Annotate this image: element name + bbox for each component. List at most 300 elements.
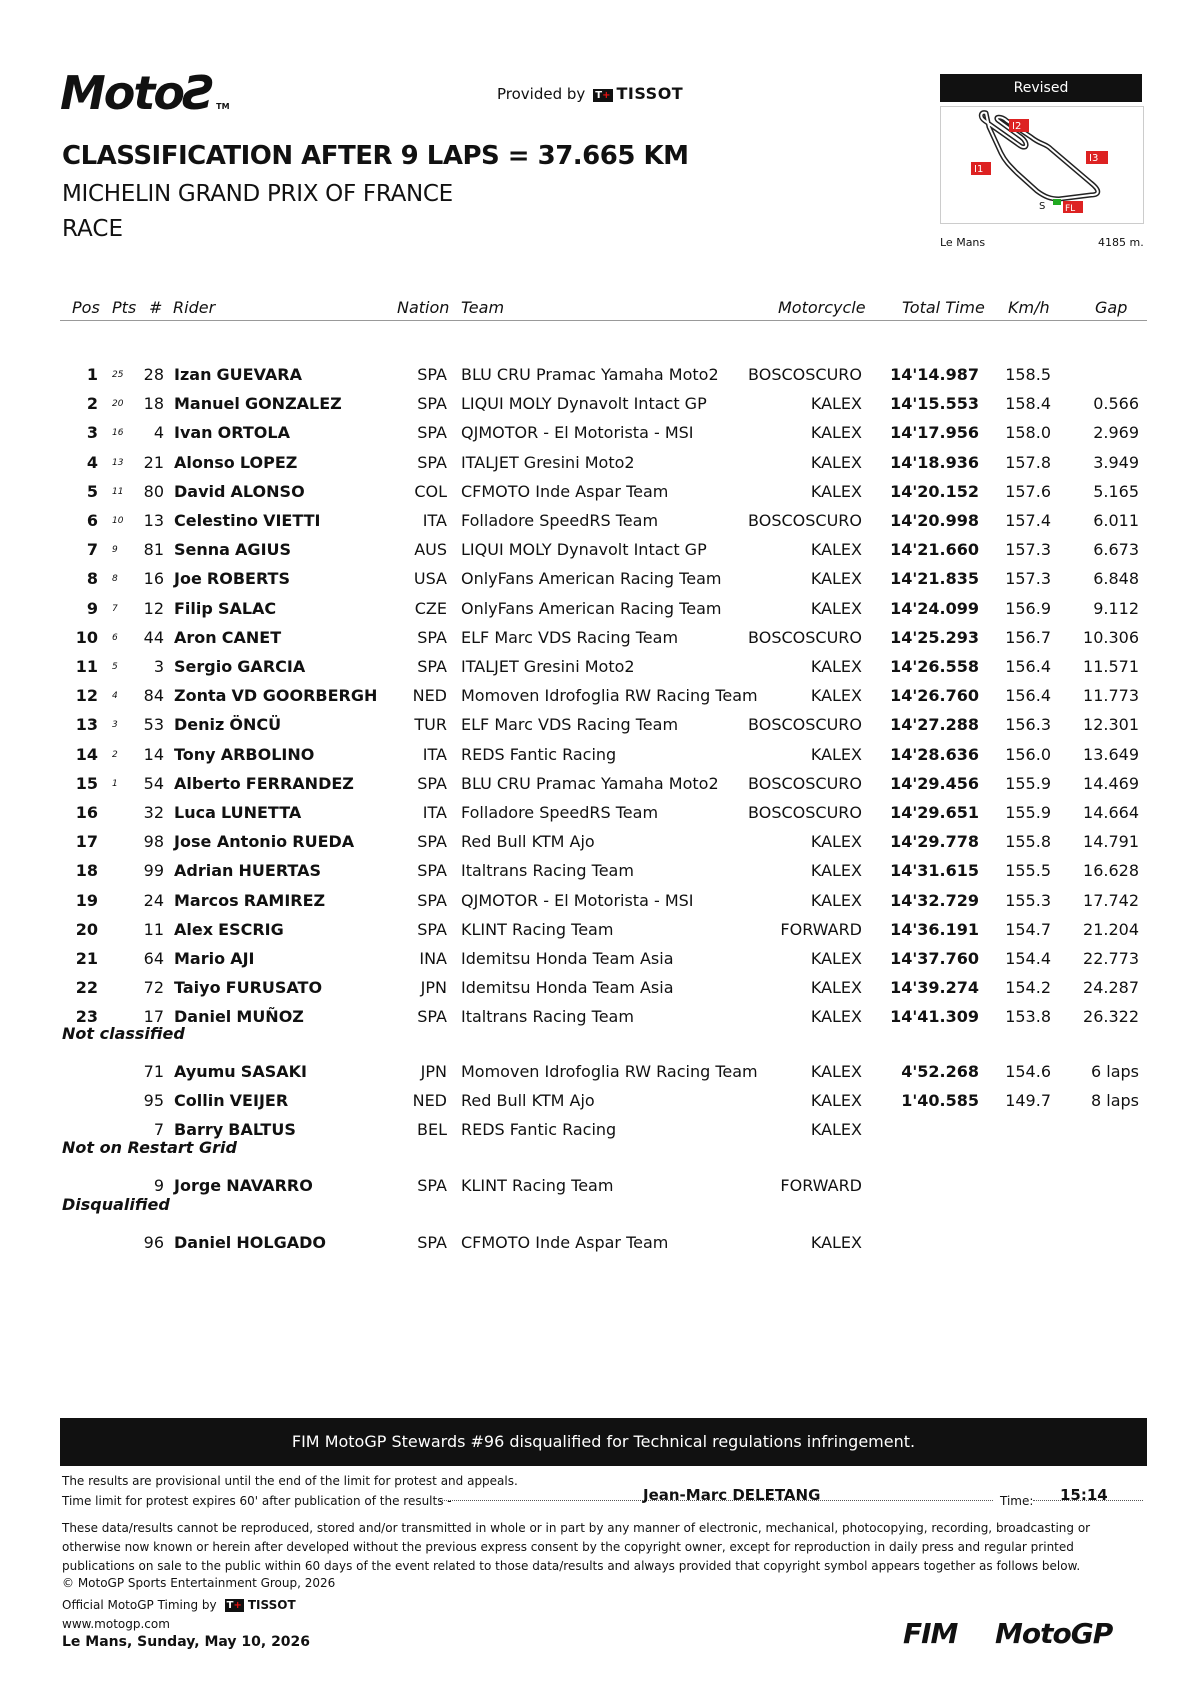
rider-first-name: Collin [174, 1091, 225, 1110]
svg-text:I3: I3 [1089, 153, 1099, 164]
pts-cell: 16 [112, 428, 124, 439]
team-cell: ELF Marc VDS Racing Team [461, 715, 679, 735]
team-cell: Italtrans Racing Team [461, 861, 634, 881]
table-row [0, 540, 1199, 569]
total-time-cell: 14'31.615 [890, 861, 979, 881]
tissot-logo-icon: T+ [226, 1600, 242, 1611]
pts-cell: 9 [112, 545, 118, 556]
number-cell: 17 [143, 1007, 164, 1027]
team-cell: BLU CRU Pramac Yamaha Moto2 [461, 773, 719, 793]
pts-cell: 7 [112, 603, 118, 614]
number-cell: 18 [143, 394, 164, 414]
rider-first-name: Marcos [174, 890, 239, 910]
footer-date: Le Mans, Sunday, May 10, 2026 [62, 1634, 311, 1650]
gap-cell: 6.011 [1093, 511, 1139, 530]
total-time-cell: 14'18.936 [890, 452, 979, 472]
gap-cell: 22.773 [1083, 949, 1139, 968]
svg-text:I2: I2 [1012, 121, 1022, 132]
number-cell: 12 [143, 598, 164, 618]
svg-text:FL: FL [1065, 204, 1076, 214]
rider-cell [174, 949, 254, 968]
table-row [0, 1062, 1199, 1091]
rider-last-name: ESCRIG [218, 919, 284, 939]
gap-cell: 13.649 [1083, 744, 1139, 764]
provisional-text: The results are provisional until the end of the limit for protest and appeals. [62, 1474, 518, 1488]
rider-last-name: FERRANDEZ [245, 773, 354, 793]
table-row [0, 628, 1199, 657]
pos-cell: 17 [75, 832, 98, 852]
pts-cell: 6 [112, 632, 118, 643]
total-time-cell: 14'26.558 [890, 657, 979, 676]
motorcycle-cell: FORWARD [780, 919, 862, 939]
total-time-cell: 1'40.585 [901, 1091, 979, 1110]
rider-cell [174, 1176, 313, 1195]
number-cell: 7 [153, 1120, 164, 1139]
nation-cell: NED [412, 686, 447, 706]
motorcycle-cell: BOSCOSCURO [748, 773, 862, 793]
total-time-cell: 14'21.660 [890, 540, 979, 560]
rider-cell [174, 832, 354, 851]
track-map [940, 106, 1144, 224]
header-divider [60, 320, 1147, 321]
rider-first-name: Izan [174, 365, 212, 384]
motogp-logo: MotoGP [995, 1617, 1113, 1650]
copyright-text: © MotoGP Sports Entertainment Group, 2026 [62, 1576, 336, 1590]
motorcycle-cell: FORWARD [780, 1176, 862, 1195]
table-row [0, 394, 1199, 423]
rider-cell [174, 715, 281, 734]
total-time-cell: 14'41.309 [890, 1007, 979, 1027]
kmh-cell: 153.8 [1005, 1007, 1051, 1027]
time-label: Time: [1000, 1494, 1034, 1508]
motorcycle-cell: KALEX [810, 890, 862, 910]
nation-cell: NED [412, 1091, 447, 1110]
rider-first-name: Tony [174, 744, 216, 764]
rider-cell [174, 1062, 307, 1081]
kmh-cell: 154.7 [1005, 919, 1051, 939]
pos-cell: 11 [75, 657, 98, 676]
col-team: Team [461, 298, 505, 317]
kmh-cell: 155.5 [1005, 861, 1051, 881]
total-time-cell: 14'36.191 [890, 919, 979, 939]
steward-name: Jean-Marc DELETANG [643, 1486, 821, 1504]
time-value: 15:14 [1060, 1486, 1108, 1504]
total-time-cell: 14'25.293 [890, 627, 979, 647]
total-time-cell: 14'32.729 [890, 890, 979, 910]
table-row [0, 686, 1199, 715]
track-location: Le Mans [940, 236, 986, 249]
rider-first-name: Barry [174, 1120, 224, 1139]
motorcycle-cell: BOSCOSCURO [748, 365, 862, 384]
pos-cell: 13 [75, 715, 98, 735]
table-row [0, 949, 1199, 978]
nation-cell: ITA [422, 511, 447, 530]
svg-text:S: S [1039, 201, 1046, 212]
track-length: 4185 m. [1098, 236, 1144, 249]
pos-cell: 21 [75, 949, 98, 968]
team-cell: OnlyFans American Racing Team [461, 569, 722, 589]
nation-cell: JPN [420, 1062, 447, 1081]
rider-cell [174, 482, 305, 501]
col-total-time: Total Time [902, 298, 985, 317]
table-row [0, 599, 1199, 628]
team-cell: Idemitsu Honda Team Asia [461, 978, 674, 998]
stewards-note: FIM MotoGP Stewards #96 disqualified for Technical regulations infringement. [60, 1418, 1147, 1466]
section-not-classified: Not classified [62, 1024, 185, 1043]
total-time-cell: 14'26.760 [890, 686, 979, 706]
number-cell: 72 [143, 978, 164, 998]
nation-cell: COL [414, 481, 447, 501]
team-cell: REDS Fantic Racing [461, 744, 617, 764]
pos-cell: 22 [75, 978, 98, 998]
nation-cell: USA [413, 569, 447, 589]
kmh-cell: 157.3 [1005, 569, 1051, 589]
total-time-cell: 14'14.987 [890, 365, 979, 384]
fim-logo: FIM [903, 1617, 958, 1650]
official-timing: Official MotoGP Timing by T+ TISSOT [62, 1598, 296, 1612]
total-time-cell: 14'15.553 [890, 394, 979, 414]
kmh-cell: 157.3 [1005, 540, 1051, 560]
number-cell: 54 [143, 773, 164, 793]
motorcycle-cell: KALEX [810, 1007, 862, 1027]
kmh-cell: 155.3 [1005, 890, 1051, 910]
gap-cell: 6 laps [1090, 1062, 1139, 1081]
pts-cell: 8 [112, 574, 118, 585]
rider-cell [174, 861, 321, 880]
kmh-cell: 155.9 [1005, 803, 1051, 822]
nation-cell: SPA [417, 919, 447, 939]
team-cell: Red Bull KTM Ajo [461, 832, 595, 852]
pos-cell: 12 [75, 686, 98, 706]
table-row [0, 861, 1199, 890]
pos-cell: 9 [86, 598, 98, 618]
pos-cell: 23 [75, 1007, 98, 1027]
rider-last-name: ALONSO [230, 481, 305, 501]
pos-cell: 4 [86, 452, 98, 472]
total-time-cell: 14'29.456 [890, 773, 979, 793]
col-nation: Nation [397, 298, 450, 317]
table-row [0, 774, 1199, 803]
nation-cell: SPA [417, 773, 447, 793]
rider-last-name: AJI [230, 949, 255, 968]
number-cell: 21 [143, 452, 164, 472]
svg-text:I1: I1 [974, 164, 984, 175]
tissot-logo-icon: T+ [595, 90, 611, 101]
kmh-cell: 158.4 [1005, 394, 1051, 414]
rider-cell [174, 628, 281, 647]
col-pos: Pos [72, 298, 100, 317]
table-row [0, 1176, 1199, 1205]
kmh-cell: 156.4 [1005, 657, 1051, 676]
revised-badge: Revised [940, 74, 1142, 102]
total-time-cell: 14'27.288 [890, 715, 979, 735]
nation-cell: SPA [417, 627, 447, 647]
nation-cell: AUS [414, 540, 447, 560]
col-pts: Pts [112, 298, 137, 317]
table-row [0, 453, 1199, 482]
total-time-cell: 14'28.636 [890, 744, 979, 764]
rider-last-name: VEIJER [229, 1091, 289, 1110]
total-time-cell: 4'52.268 [901, 1062, 979, 1081]
gap-cell: 0.566 [1093, 394, 1139, 414]
table-row [0, 978, 1199, 1007]
number-cell: 14 [143, 744, 164, 764]
gap-cell: 21.204 [1083, 919, 1139, 939]
team-cell: LIQUI MOLY Dynavolt Intact GP [461, 540, 707, 560]
motorcycle-cell: BOSCOSCURO [748, 627, 862, 647]
pos-cell: 3 [86, 423, 98, 443]
team-cell: REDS Fantic Racing [461, 1120, 617, 1139]
total-time-cell: 14'24.099 [890, 598, 979, 618]
pts-cell: 4 [112, 691, 118, 702]
team-cell: Red Bull KTM Ajo [461, 1091, 595, 1110]
motorcycle-cell: KALEX [810, 861, 862, 881]
number-cell: 96 [143, 1233, 164, 1252]
nation-cell: INA [419, 949, 447, 968]
nation-cell: SPA [417, 890, 447, 910]
table-row [0, 511, 1199, 540]
col-motorcycle: Motorcycle [778, 298, 866, 317]
rider-last-name: VIETTI [263, 511, 321, 530]
rider-first-name: Taiyo [174, 978, 221, 998]
kmh-cell: 157.8 [1005, 452, 1051, 472]
gap-cell: 14.791 [1083, 832, 1139, 852]
pts-cell: 11 [112, 486, 124, 497]
rider-last-name: GONZALEZ [244, 394, 342, 414]
table-row [0, 365, 1199, 394]
number-cell: 9 [153, 1176, 164, 1195]
rider-cell [174, 394, 342, 413]
number-cell: 84 [143, 686, 164, 706]
number-cell: 71 [143, 1062, 164, 1081]
pts-cell: 25 [112, 370, 124, 380]
kmh-cell: 157.6 [1005, 481, 1051, 501]
kmh-cell: 154.6 [1005, 1062, 1051, 1081]
rider-cell [174, 657, 305, 676]
rider-last-name: GUEVARA [216, 365, 302, 384]
rider-first-name: Manuel [174, 394, 240, 414]
table-row [0, 423, 1199, 452]
gap-cell: 6.848 [1093, 569, 1139, 589]
team-cell: Momoven Idrofoglia RW Racing Team [461, 1062, 758, 1081]
kmh-cell: 156.7 [1005, 627, 1051, 647]
number-cell: 28 [143, 365, 164, 384]
page-title: CLASSIFICATION AFTER 9 LAPS = 37.665 KM [62, 141, 689, 171]
total-time-cell: 14'39.274 [890, 978, 979, 998]
number-cell: 53 [143, 715, 164, 735]
motorcycle-cell: KALEX [810, 1062, 862, 1081]
number-cell: 44 [143, 627, 164, 647]
rider-last-name: SALAC [217, 598, 277, 618]
rider-last-name: RUEDA [292, 832, 355, 852]
rider-cell [174, 423, 290, 442]
gap-cell: 11.571 [1083, 657, 1139, 676]
number-cell: 4 [153, 423, 164, 443]
rider-last-name: GARCIA [237, 657, 306, 676]
number-cell: 99 [143, 861, 164, 881]
table-row [0, 832, 1199, 861]
kmh-cell: 154.2 [1005, 978, 1051, 998]
rider-last-name: ÖNCÜ [229, 715, 282, 735]
rider-last-name: HOLGADO [236, 1233, 326, 1252]
rider-cell [174, 978, 322, 997]
col-gap: Gap [1095, 298, 1128, 317]
total-time-cell: 14'29.778 [890, 832, 979, 852]
gap-cell: 5.165 [1093, 481, 1139, 501]
rider-first-name: Sergio [174, 657, 233, 676]
website-link[interactable]: www.motogp.com [62, 1617, 170, 1631]
rider-last-name: CANET [221, 627, 282, 647]
motorcycle-cell: KALEX [810, 481, 862, 501]
motorcycle-cell: KALEX [810, 1120, 862, 1139]
table-row [0, 1091, 1199, 1120]
team-cell: CFMOTO Inde Aspar Team [461, 1233, 669, 1252]
rider-first-name: Luca [174, 803, 216, 822]
motorcycle-cell: KALEX [810, 1233, 862, 1252]
team-cell: Folladore SpeedRS Team [461, 803, 659, 822]
motorcycle-cell: KALEX [810, 598, 862, 618]
rider-last-name: MUÑOZ [236, 1007, 304, 1027]
team-cell: ITALJET Gresini Moto2 [461, 657, 635, 676]
motorcycle-cell: KALEX [810, 978, 862, 998]
gap-cell: 17.742 [1083, 890, 1139, 910]
pos-cell: 18 [75, 861, 98, 881]
motorcycle-cell: KALEX [810, 949, 862, 968]
number-cell: 32 [143, 803, 164, 822]
table-row [0, 715, 1199, 744]
gap-cell: 12.301 [1083, 715, 1139, 735]
pts-cell: 5 [112, 662, 118, 672]
rider-cell [174, 1120, 296, 1139]
pos-cell: 6 [86, 511, 98, 530]
rider-cell [174, 599, 276, 618]
total-time-cell: 14'17.956 [890, 423, 979, 443]
rider-first-name: Filip [174, 598, 213, 618]
nation-cell: CZE [414, 598, 447, 618]
number-cell: 81 [143, 540, 164, 560]
kmh-cell: 156.0 [1005, 744, 1051, 764]
pos-cell: 10 [75, 627, 98, 647]
motorcycle-cell: KALEX [810, 686, 862, 706]
gap-cell: 9.112 [1093, 598, 1139, 618]
team-cell: Folladore SpeedRS Team [461, 511, 659, 530]
kmh-cell: 154.4 [1005, 949, 1051, 968]
nation-cell: ITA [422, 744, 447, 764]
nation-cell: TUR [414, 715, 447, 735]
kmh-cell: 156.9 [1005, 598, 1051, 618]
table-row [0, 920, 1199, 949]
gap-cell: 10.306 [1083, 627, 1139, 647]
nation-cell: BEL [417, 1120, 447, 1139]
table-row [0, 891, 1199, 920]
session-name: RACE [62, 216, 123, 242]
rider-first-name: Joe [174, 569, 202, 589]
kmh-cell: 156.4 [1005, 686, 1051, 706]
motorcycle-cell: KALEX [810, 423, 862, 443]
gap-cell: 26.322 [1083, 1007, 1139, 1027]
table-row [0, 745, 1199, 774]
nation-cell: SPA [417, 861, 447, 881]
rider-last-name: ROBERTS [206, 569, 290, 589]
rider-cell [174, 803, 301, 822]
rider-cell [174, 745, 314, 764]
rider-last-name: RAMIREZ [243, 890, 326, 910]
legal-text: These data/results cannot be reproduced, stored and/or transmitted in whole or in part by any manner of electronic, mechanical, photocopying, recording, broadcasting or otherwise now known or herein after developed without the previous express consent by the copyright owner, except for reproduction in daily press and regular printed publications on sale to the public within 60 days of the event related to those data/results and always provided that copyright symbol appears together as follows below. [62, 1521, 1091, 1573]
rider-first-name: Daniel [174, 1233, 232, 1252]
motorcycle-cell: KALEX [810, 1091, 862, 1110]
pos-cell: 1 [86, 365, 98, 384]
table-row [0, 482, 1199, 511]
nation-cell: SPA [417, 1176, 447, 1195]
nation-cell: SPA [417, 394, 447, 414]
rider-first-name: Alonso [174, 452, 235, 472]
pts-cell: 10 [112, 516, 124, 526]
team-cell: Idemitsu Honda Team Asia [461, 949, 674, 968]
table-row [0, 803, 1199, 832]
total-time-cell: 14'29.651 [890, 803, 979, 822]
motorcycle-cell: BOSCOSCURO [748, 715, 862, 735]
rider-cell [174, 891, 325, 910]
kmh-cell: 157.4 [1005, 511, 1051, 530]
nation-cell: SPA [417, 365, 447, 384]
rider-first-name: Ivan [174, 423, 213, 443]
rider-cell [174, 920, 284, 939]
table-row [0, 569, 1199, 598]
col-num: # [149, 298, 163, 317]
motorcycle-cell: KALEX [810, 452, 862, 472]
team-cell: OnlyFans American Racing Team [461, 598, 722, 618]
team-cell: KLINT Racing Team [461, 1176, 614, 1195]
nation-cell: SPA [417, 423, 447, 443]
kmh-cell: 158.0 [1005, 423, 1051, 443]
motorcycle-cell: KALEX [810, 540, 862, 560]
pos-cell: 14 [75, 744, 98, 764]
rider-last-name: NAVARRO [226, 1176, 313, 1195]
gap-cell: 3.949 [1093, 452, 1139, 472]
pos-cell: 5 [86, 481, 98, 501]
gap-cell: 14.664 [1083, 803, 1139, 822]
motorcycle-cell: KALEX [810, 394, 862, 414]
gap-cell: 2.969 [1093, 423, 1139, 443]
team-cell: KLINT Racing Team [461, 919, 614, 939]
rider-cell [174, 1007, 304, 1026]
motorcycle-cell: KALEX [810, 744, 862, 764]
pts-cell: 13 [112, 457, 124, 468]
number-cell: 98 [143, 832, 164, 852]
team-cell: CFMOTO Inde Aspar Team [461, 481, 669, 501]
section-disqualified: Disqualified [62, 1195, 170, 1214]
gap-cell: 16.628 [1083, 861, 1139, 881]
team-cell: Italtrans Racing Team [461, 1007, 634, 1027]
pos-cell: 8 [86, 569, 98, 589]
col-kmh: Km/h [1008, 298, 1050, 317]
number-cell: 80 [143, 481, 164, 501]
total-time-cell: 14'21.835 [890, 569, 979, 589]
rider-last-name: LOPEZ [239, 452, 298, 472]
rider-last-name: BALTUS [228, 1120, 296, 1139]
pos-cell: 7 [86, 540, 98, 560]
rider-last-name: VD GOORBERGH [231, 686, 378, 706]
pts-cell: 2 [112, 749, 118, 760]
gap-cell: 11.773 [1083, 686, 1139, 706]
pos-cell: 16 [75, 803, 98, 822]
rider-first-name: Celestino [174, 511, 258, 530]
gap-cell: 14.469 [1083, 773, 1139, 793]
rider-first-name: Alex [174, 919, 214, 939]
rider-last-name: SASAKI [240, 1062, 307, 1081]
rider-first-name: Mario [174, 949, 226, 968]
team-cell: BLU CRU Pramac Yamaha Moto2 [461, 365, 719, 384]
